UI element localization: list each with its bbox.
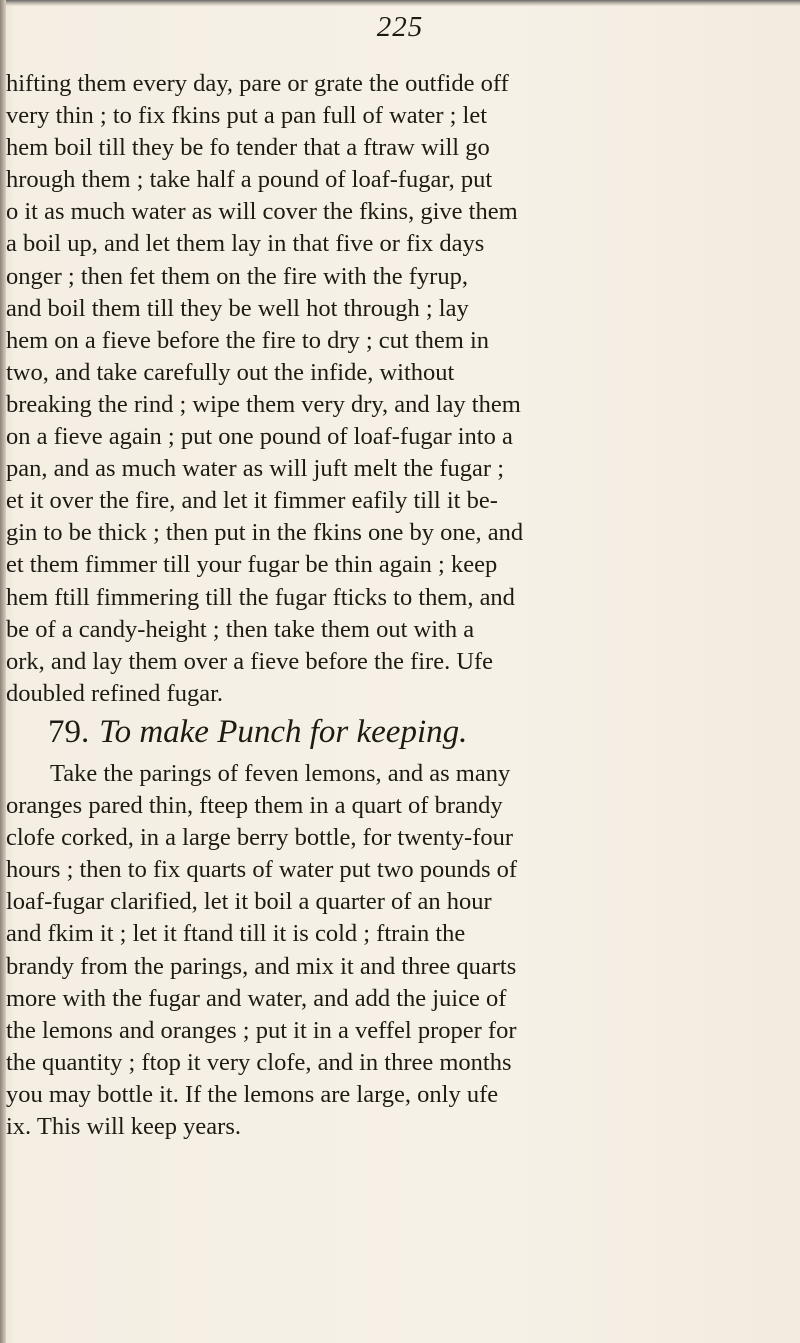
text-line: hifting them every day, pare or grate the outfide off: [6, 70, 509, 97]
text-line: the lemons and oranges ; put it in a veffel proper for: [6, 1016, 517, 1044]
text-line: on a fieve again ; put one pound of loaf-fugar into a: [6, 423, 513, 451]
text-line: a boil up, and let them lay in that five or fix days: [6, 230, 485, 258]
text-line: ix. This will keep years.: [6, 1113, 241, 1141]
text-line: clofe corked, in a large berry bottle, for twenty-four: [6, 824, 514, 852]
paragraph-candied-skins: [6, 68, 796, 710]
text-line: hours ; then to fix quarts of water put two pounds of: [6, 856, 518, 884]
paragraph-punch-recipe: [6, 758, 796, 1143]
text-line: hrough them ; take half a pound of loaf-fugar, put: [6, 166, 493, 194]
text-line: hem ftill fimmering till the fugar fticks to them, and: [6, 583, 515, 611]
text-line: et it over the fire, and let it fimmer eafily till it be-: [6, 487, 498, 515]
text-line: more with the fugar and water, and add the juice of: [6, 984, 507, 1012]
text-line: o it as much water as will cover the fkins, give them: [6, 198, 518, 226]
text-line: gin to be thick ; then put in the fkins one by one, and: [6, 519, 524, 547]
text-line: very thin ; to fix fkins put a pan full of water ; let: [6, 102, 488, 130]
page-top-edge: [0, 0, 800, 6]
text-line: and boil them till they be well hot through ; lay: [6, 294, 469, 322]
text-line: oranges pared thin, fteep them in a quart of brandy: [6, 792, 503, 820]
recipe-heading: [48, 712, 467, 752]
text-line: brandy from the parings, and mix it and three quarts: [6, 952, 517, 980]
text-line: and fkim it ; let it ftand till it is cold ; ftrain the: [6, 920, 466, 948]
text-line: pan, and as much water as will juft melt the fugar ;: [6, 455, 505, 483]
text-line: hem on a fieve before the fire to dry ; cut them in: [6, 326, 490, 354]
text-line: Take the parings of feven lemons, and as many: [50, 760, 511, 787]
page-number: 225: [376, 11, 424, 43]
text-line: et them fimmer till your fugar be thin again ; keep: [6, 551, 498, 579]
text-line: the quantity ; ftop it very clofe, and in three months: [6, 1048, 512, 1076]
text-line: onger ; then fet them on the fire with the fyrup,: [6, 262, 468, 290]
recipe-number: 79.: [48, 714, 90, 750]
text-line: breaking the rind ; wipe them very dry, and lay them: [6, 390, 521, 418]
text-line: be of a candy-height ; then take them out with a: [6, 615, 475, 643]
recipe-title: To make Punch for keeping.: [99, 714, 468, 750]
text-line: loaf-fugar clarified, let it boil a quarter of an hour: [6, 888, 492, 916]
text-line: hem boil till they be fo tender that a ftraw will go: [6, 134, 490, 162]
text-line: two, and take carefully out the infide, without: [6, 358, 455, 386]
text-line: ork, and lay them over a fieve before the fire. Ufe: [6, 647, 494, 675]
text-line: you may bottle it. If the lemons are large, only ufe: [6, 1080, 499, 1108]
text-line: doubled refined fugar.: [6, 679, 224, 707]
